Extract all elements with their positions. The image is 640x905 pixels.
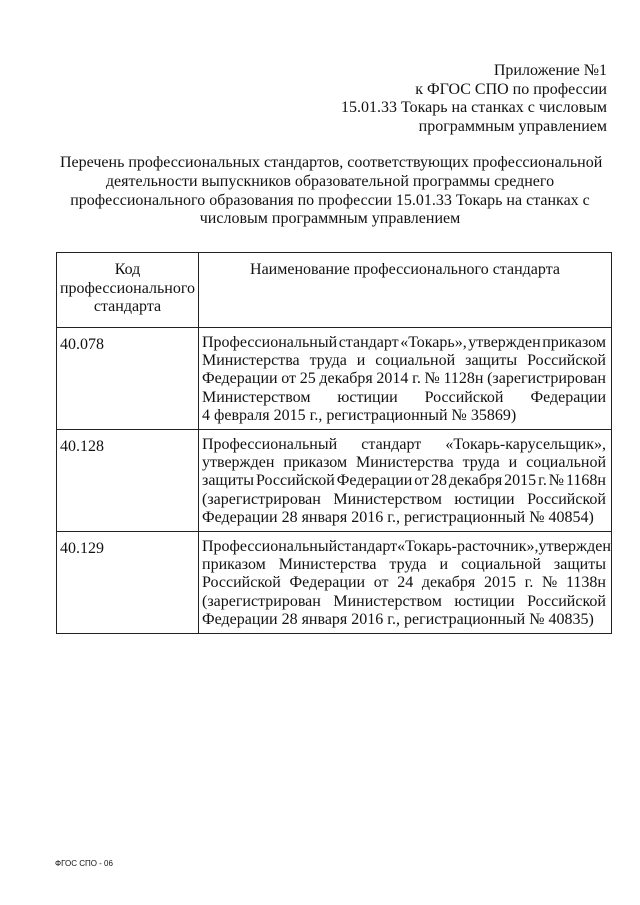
title-line: Перечень профессиональных стандартов, соответствующих профессиональной bbox=[60, 154, 603, 171]
standard-name-line: 4 февраля 2015 г., регистрационный № 35869) bbox=[202, 406, 517, 424]
table-row bbox=[57, 430, 612, 532]
footer-label: ФГОС СПО - 06 bbox=[55, 859, 113, 868]
table-row bbox=[57, 328, 612, 430]
document-title bbox=[60, 154, 603, 229]
standard-name-line: Профессиональный стандарт «Токарь», утвержден приказом bbox=[202, 334, 606, 351]
table-row bbox=[57, 532, 612, 634]
standard-code: 40.129 bbox=[57, 532, 199, 634]
standard-name-line: Федерации 28 января 2016 г., регистрационный № 40835) bbox=[202, 610, 594, 628]
header-code bbox=[57, 253, 199, 328]
standard-name-line: (зарегистрирован Министерством юстиции Российской bbox=[202, 592, 606, 610]
appendix-line: программным управлением bbox=[418, 117, 607, 135]
standard-name bbox=[199, 430, 612, 532]
standard-name-line: (зарегистрирован Министерством юстиции Российской bbox=[202, 490, 606, 508]
header-code-line: профессионального bbox=[59, 279, 195, 297]
standard-name bbox=[199, 532, 612, 634]
appendix-header bbox=[341, 62, 607, 136]
standard-code: 40.078 bbox=[57, 328, 199, 430]
appendix-line: 15.01.33 Токарь на станках с числовым bbox=[341, 99, 607, 116]
standards-table bbox=[56, 252, 612, 634]
standard-name-line: Министерства труда и социальной защиты Российской bbox=[202, 352, 606, 370]
standard-name-line: Профессиональный стандарт «Токарь-карусельщик», bbox=[202, 436, 606, 454]
header-code-line: стандарта bbox=[93, 298, 162, 315]
standard-name-line: защиты Российской Федерации от 28 декабря 2015 г. № 1168н bbox=[202, 472, 606, 490]
appendix-line: к ФГОС СПО по профессии bbox=[415, 80, 607, 98]
header-name: Наименование профессионального стандарта bbox=[199, 253, 612, 328]
title-line: профессионального образования по профессии 15.01.33 Токарь на станках с bbox=[70, 191, 590, 209]
standard-name-line: Министерством юстиции Российской Федерации bbox=[202, 388, 606, 406]
standard-code: 40.128 bbox=[57, 430, 199, 532]
standard-name-line: Профессиональный стандарт «Токарь-расточник», утвержден bbox=[202, 538, 611, 556]
standard-name-line: Федерации от 25 декабря 2014 г. № 1128н (зарегистрирован bbox=[202, 370, 606, 388]
appendix-line: Приложение №1 bbox=[493, 62, 607, 79]
header-code-line: Код bbox=[114, 261, 141, 278]
standard-name-line: Федерации 28 января 2016 г., регистрационный № 40854) bbox=[202, 508, 594, 526]
standard-name bbox=[199, 328, 612, 430]
title-line: деятельности выпускников образовательной программы среднего bbox=[105, 172, 555, 190]
title-line: числовым программным управлением bbox=[199, 210, 461, 228]
table-header-row bbox=[57, 253, 612, 328]
standard-name-line: приказом Министерства труда и социальной защиты bbox=[202, 556, 606, 574]
standard-name-line: Российской Федерации от 24 декабря 2015 г. № 1138н bbox=[202, 574, 606, 592]
standard-name-line: утвержден приказом Министерства труда и социальной bbox=[202, 454, 606, 472]
